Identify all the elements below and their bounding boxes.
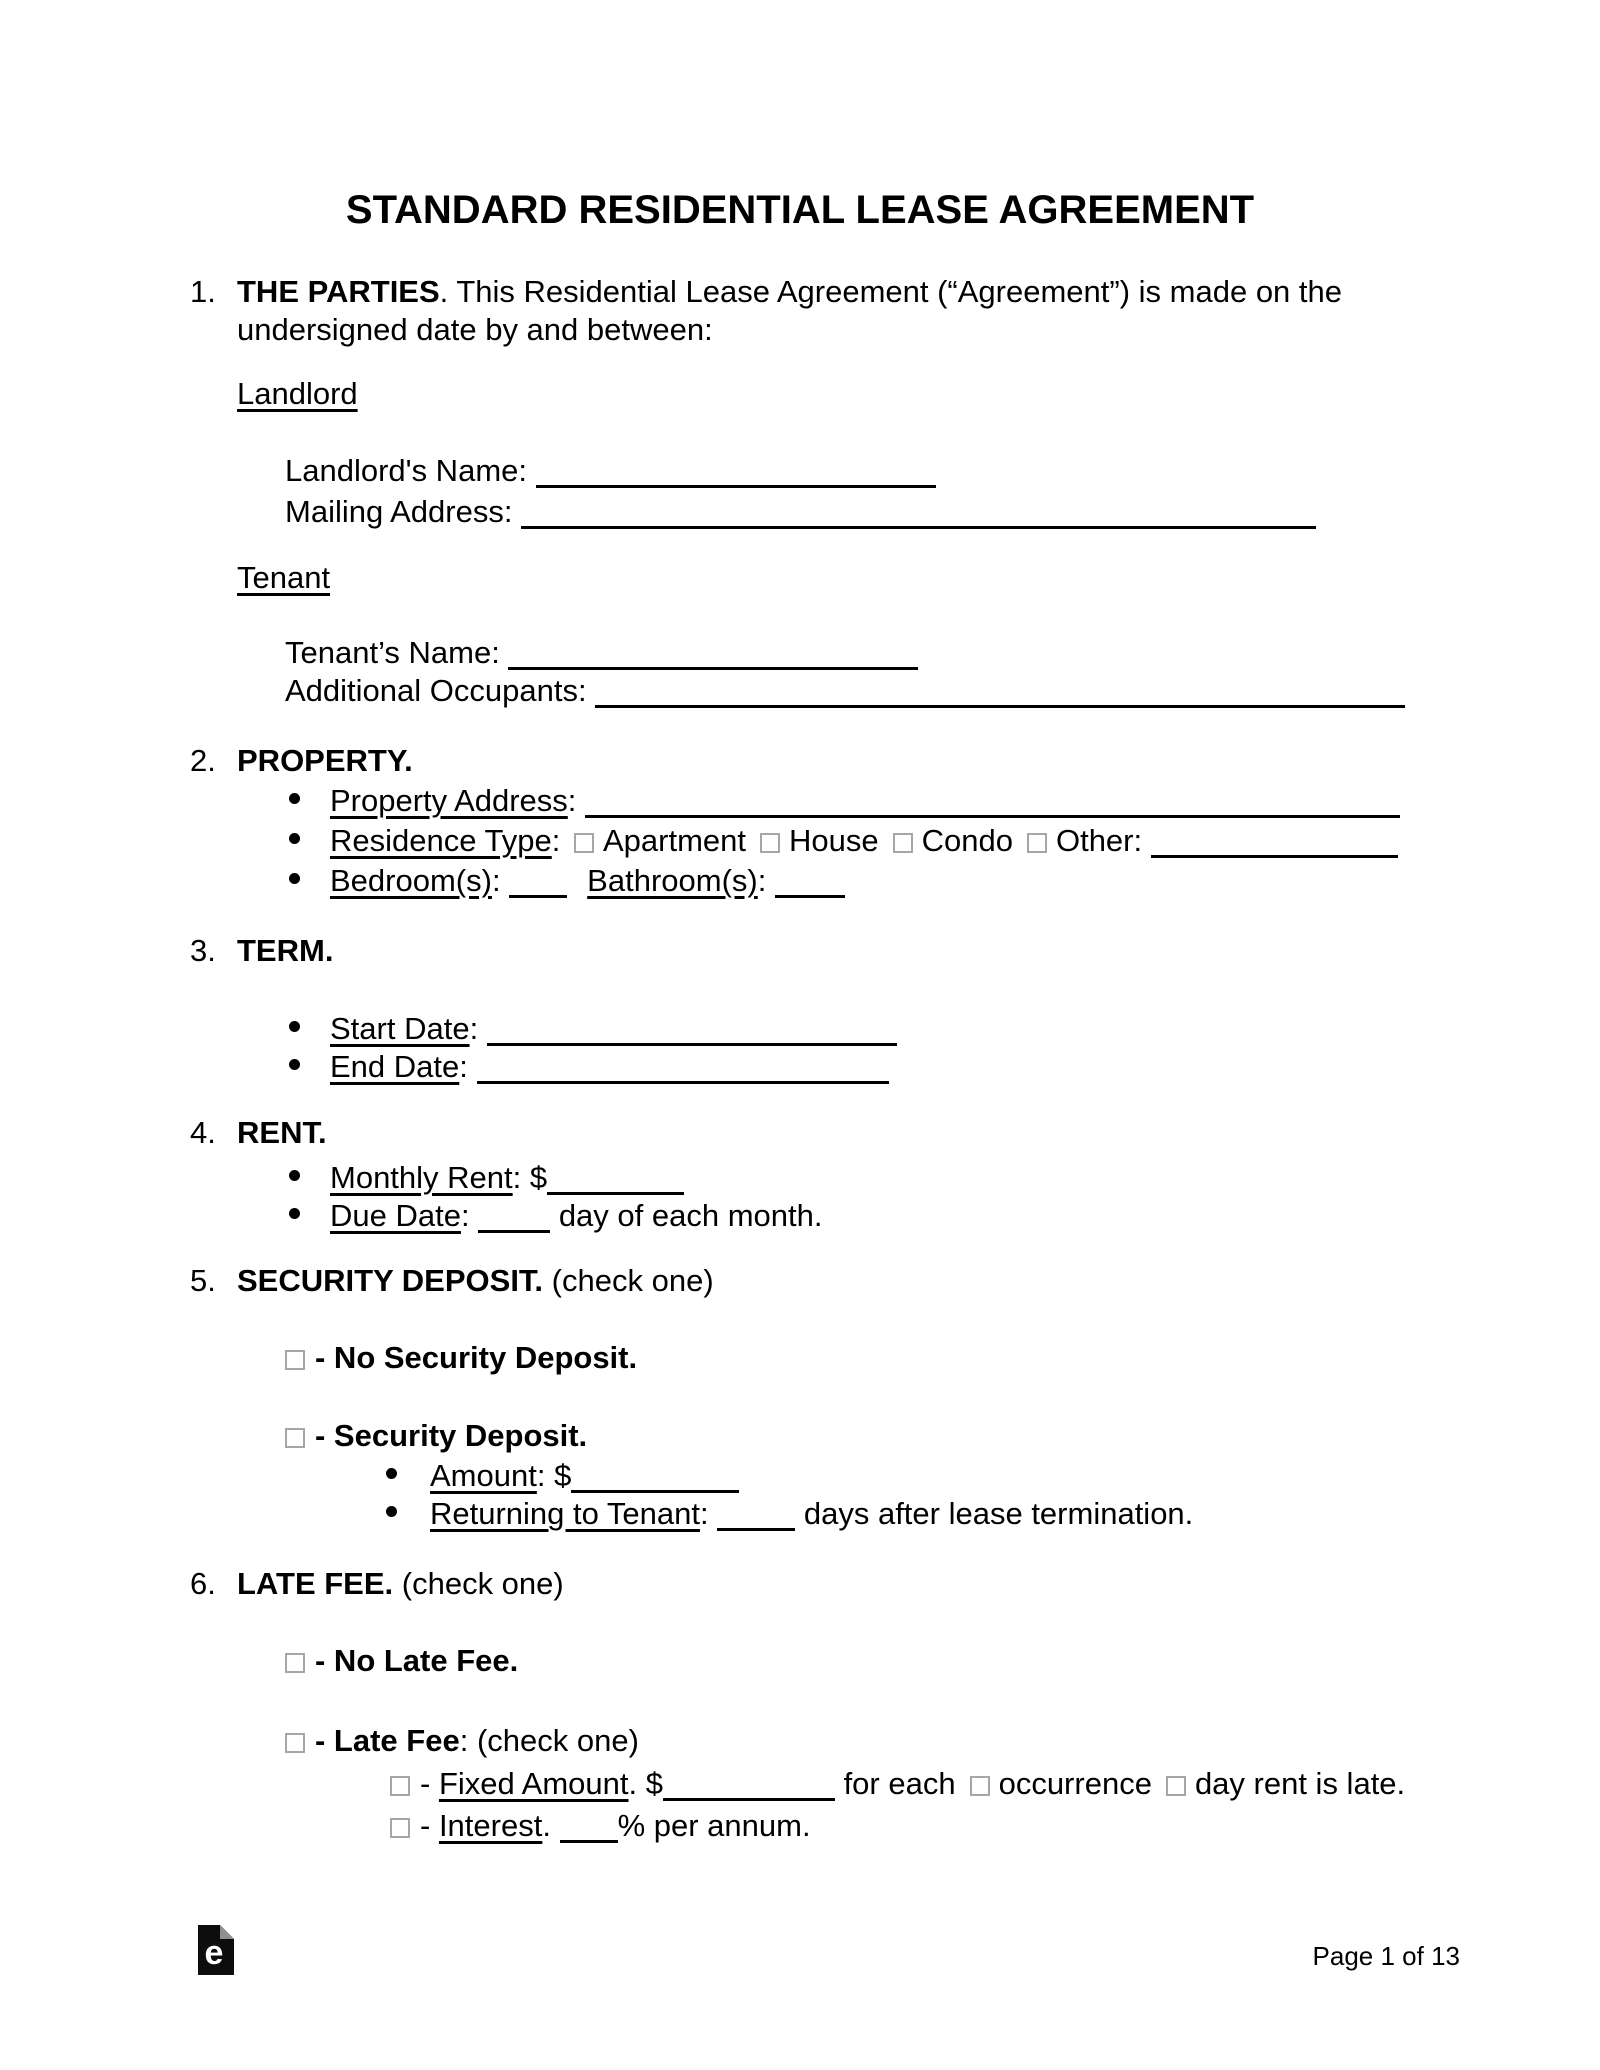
start-date-label: Start Date (330, 1011, 470, 1046)
fixed-amount-blank[interactable] (663, 1772, 835, 1801)
section-6-heading: LATE FEE. (237, 1566, 394, 1601)
late-fee-line (285, 1721, 639, 1761)
no-late-fee-line (285, 1641, 518, 1681)
section-1-heading-line (237, 272, 1342, 312)
option-apartment: Apartment (602, 823, 746, 858)
interest-dash: - (420, 1808, 439, 1843)
checkbox-day-rent-late[interactable] (1166, 1776, 1186, 1796)
bullet-icon (289, 1021, 300, 1032)
colon: : (567, 783, 586, 818)
interest-suffix: % per annum. (617, 1808, 811, 1843)
section-2-heading: PROPERTY. (237, 743, 413, 778)
section-6-check-one: (check one) (393, 1566, 564, 1601)
deposit-return-line (386, 1494, 1193, 1534)
checkbox-occurrence[interactable] (970, 1776, 990, 1796)
section-4-heading: RENT. (237, 1115, 327, 1150)
deposit-amount-label: Amount (430, 1458, 537, 1493)
due-date-blank[interactable] (478, 1204, 550, 1233)
residence-type-line (289, 821, 1398, 861)
landlord-name-line (285, 451, 936, 491)
bedrooms-bathrooms-line (289, 861, 845, 901)
section-6-heading-line (237, 1564, 564, 1604)
colon: : (460, 1198, 479, 1233)
no-security-deposit-line (285, 1338, 637, 1378)
deposit-return-blank[interactable] (717, 1502, 795, 1531)
fixed-amount-line (390, 1764, 1405, 1804)
section-1-intro-line2: undersigned date by and between: (237, 312, 713, 347)
property-address-line (289, 781, 1400, 821)
landlord-name-blank[interactable] (536, 459, 936, 488)
section-1-number: 1. (190, 274, 216, 309)
section-1-intro-rest: . This Residential Lease Agreement (“Agreement”) is made on the (439, 274, 1343, 309)
late-fee-label: - Late Fee (315, 1723, 460, 1758)
deposit-return-label: Returning to Tenant (430, 1496, 701, 1531)
checkbox-house[interactable] (760, 833, 780, 853)
fixed-amount-mid: for each (834, 1766, 956, 1801)
deposit-return-suffix: days after lease termination. (795, 1496, 1194, 1531)
interest-label: Interest (438, 1808, 543, 1843)
fixed-amount-dash: - (420, 1766, 439, 1801)
page-title: STANDARD RESIDENTIAL LEASE AGREEMENT (345, 188, 1255, 232)
tenant-name-line (285, 633, 918, 673)
option-condo: Condo (921, 823, 1013, 858)
security-deposit-label: - Security Deposit. (315, 1418, 588, 1453)
colon: : (700, 1496, 718, 1531)
section-5-check-one: (check one) (543, 1263, 714, 1298)
tenant-name-blank[interactable] (508, 641, 918, 670)
colon: : (551, 823, 569, 858)
bedrooms-blank[interactable] (509, 869, 567, 898)
no-security-deposit-label: - No Security Deposit. (315, 1340, 638, 1375)
tenant-heading-line (237, 558, 330, 598)
deposit-amount-line (386, 1456, 739, 1496)
bathrooms-label: Bathroom(s) (587, 863, 758, 898)
colon: : (757, 863, 775, 898)
due-date-label: Due Date (330, 1198, 461, 1233)
security-deposit-line (285, 1416, 587, 1456)
monthly-rent-prefix: : $ (512, 1160, 548, 1195)
option-house: House (789, 823, 879, 858)
section-4-number: 4. (190, 1115, 216, 1150)
fixed-amount-label: Fixed Amount (438, 1766, 629, 1801)
bullet-icon (289, 833, 300, 844)
tenant-heading: Tenant (237, 560, 331, 595)
no-late-fee-label: - No Late Fee. (315, 1643, 519, 1678)
checkbox-other[interactable] (1027, 833, 1047, 853)
landlord-name-label: Landlord's Name: (285, 453, 536, 488)
start-date-line (289, 1009, 897, 1049)
day-rent-late-label: day rent is late. (1194, 1766, 1406, 1801)
section-3-number: 3. (190, 933, 216, 968)
colon: : (459, 1049, 477, 1084)
due-date-suffix: day of each month. (550, 1198, 823, 1233)
landlord-heading-line (237, 374, 358, 414)
page-number: Page 1 of 13 (1312, 1941, 1460, 1971)
bullet-icon (386, 1506, 397, 1517)
deposit-amount-prefix: : $ (536, 1458, 572, 1493)
end-date-blank[interactable] (477, 1055, 889, 1084)
logo-letter: e (204, 1934, 224, 1972)
eforms-logo (198, 1925, 234, 1980)
checkbox-interest[interactable] (390, 1818, 410, 1838)
property-address-blank[interactable] (585, 789, 1400, 818)
mailing-address-blank[interactable] (521, 500, 1316, 529)
section-6-number: 6. (190, 1566, 216, 1601)
checkbox-late-fee[interactable] (285, 1733, 305, 1753)
section-1-heading: THE PARTIES (237, 274, 440, 309)
bedrooms-label: Bedroom(s) (330, 863, 492, 898)
section-5-number: 5. (190, 1263, 216, 1298)
bullet-icon (289, 1059, 300, 1070)
colon: : (469, 1011, 487, 1046)
monthly-rent-line (289, 1158, 684, 1198)
monthly-rent-label: Monthly Rent (330, 1160, 513, 1195)
tenant-name-label: Tenant’s Name: (285, 635, 509, 670)
residence-type-label: Residence Type (330, 823, 552, 858)
bathrooms-blank[interactable] (775, 869, 845, 898)
additional-occupants-line (285, 671, 1405, 711)
interest-after: . (542, 1808, 560, 1843)
bullet-icon (289, 1170, 300, 1181)
fixed-amount-after: . $ (628, 1766, 663, 1801)
section-3-heading: TERM. (237, 933, 334, 968)
mailing-address-line (285, 492, 1316, 532)
interest-line (390, 1806, 811, 1846)
section-5-heading: SECURITY DEPOSIT. (237, 1263, 544, 1298)
mailing-address-label: Mailing Address: (285, 494, 522, 529)
property-address-label: Property Address (330, 783, 568, 818)
checkbox-apartment[interactable] (574, 833, 594, 853)
additional-occupants-blank[interactable] (595, 679, 1405, 708)
late-fee-suffix: : (check one) (459, 1723, 639, 1758)
bullet-icon (386, 1468, 397, 1479)
checkbox-no-security-deposit[interactable] (285, 1350, 305, 1370)
checkbox-no-late-fee[interactable] (285, 1653, 305, 1673)
deposit-amount-blank[interactable] (571, 1464, 739, 1493)
additional-occupants-label: Additional Occupants: (285, 673, 596, 708)
colon: : (491, 863, 510, 898)
end-date-line (289, 1047, 889, 1087)
bullet-icon (289, 1208, 300, 1219)
end-date-label: End Date (330, 1049, 460, 1084)
other-residence-blank[interactable] (1151, 829, 1398, 858)
landlord-heading: Landlord (237, 376, 358, 411)
checkbox-security-deposit[interactable] (285, 1428, 305, 1448)
start-date-blank[interactable] (487, 1017, 897, 1046)
option-other-label: Other: (1055, 823, 1151, 858)
monthly-rent-blank[interactable] (547, 1166, 684, 1195)
bullet-icon (289, 793, 300, 804)
section-5-heading-line (237, 1261, 714, 1301)
checkbox-fixed-amount[interactable] (390, 1776, 410, 1796)
bullet-icon (289, 873, 300, 884)
section-2-number: 2. (190, 743, 216, 778)
checkbox-condo[interactable] (893, 833, 913, 853)
due-date-line (289, 1196, 822, 1236)
occurrence-label: occurrence (998, 1766, 1152, 1801)
interest-blank[interactable] (560, 1814, 618, 1843)
